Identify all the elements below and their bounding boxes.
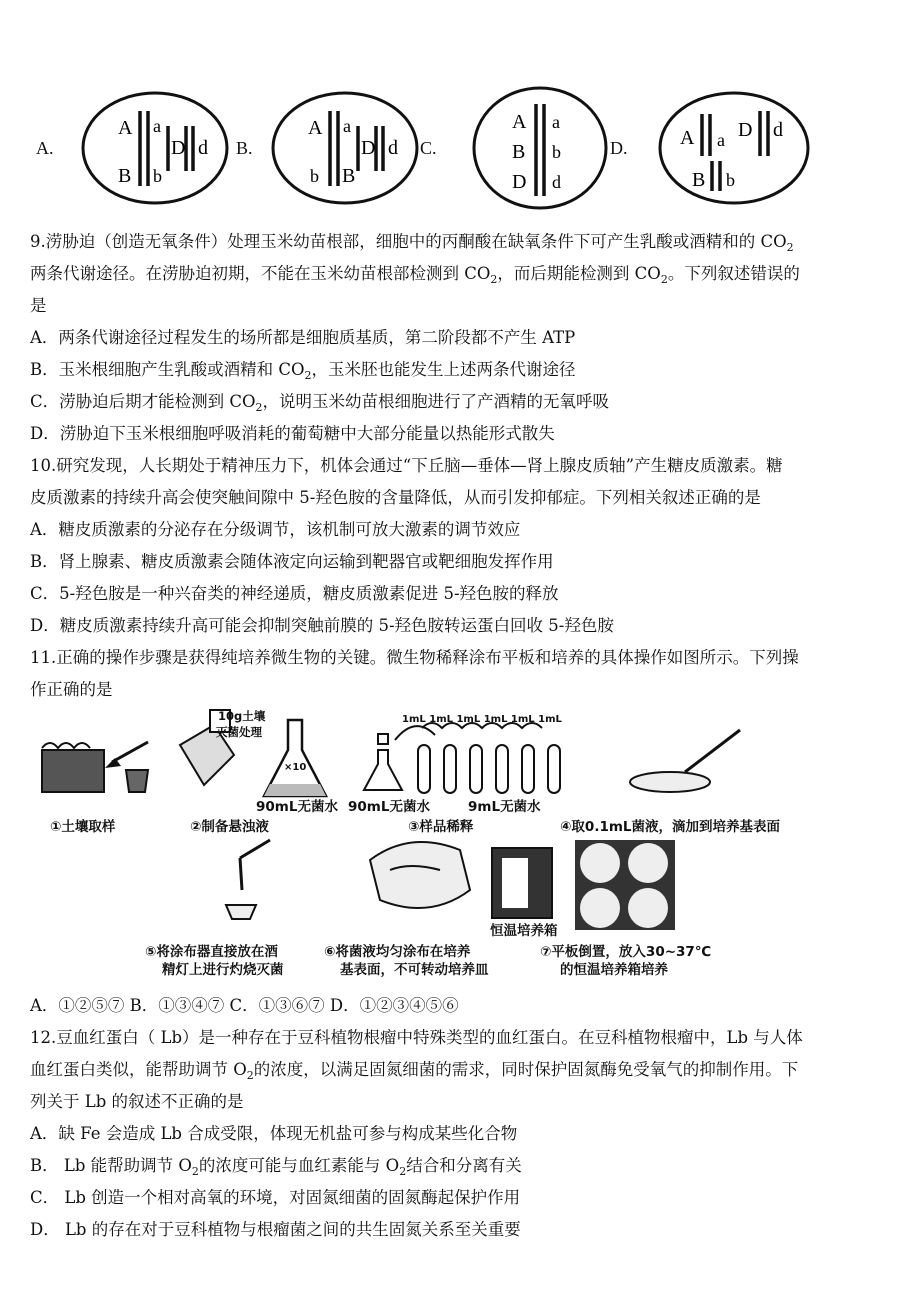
q9-option-b <box>30 360 576 382</box>
step-5-caption-2: 精灯上进行灼烧灭菌 <box>162 962 284 978</box>
microbe-culture-figure <box>30 700 850 990</box>
option-label: A. <box>36 138 54 158</box>
option-c-figure <box>420 86 620 216</box>
subscript: 2 <box>399 1165 407 1178</box>
q9-option-d: D．涝胁迫下玉米根细胞呼吸消耗的葡萄糖中大部分能量以热能形式散失 <box>30 424 555 443</box>
cell-circle-c <box>440 86 630 216</box>
q10-option-a: A．糖皮质激素的分泌存在分级调节，该机制可放大激素的调节效应 <box>30 520 521 539</box>
step-7-caption-1: ⑦平板倒置，放入30~37℃ <box>540 944 712 960</box>
gene-b: b <box>153 166 162 186</box>
chromosome-figure <box>30 86 880 216</box>
q9-text: 。下列叙述错误的 <box>667 264 800 283</box>
gene-d: d <box>388 137 398 159</box>
gene-D: D <box>361 137 376 159</box>
option-label: D. <box>610 138 628 158</box>
gene-B: B <box>342 165 356 187</box>
subscript: 2 <box>660 273 668 286</box>
q12-option-a: A．缺 Fe 会造成 Lb 合成受限，体现无机盐可参与构成某些化合物 <box>30 1124 518 1143</box>
sterilize-label: 灭菌处理 <box>216 725 262 739</box>
gene-d: d <box>773 119 783 141</box>
q9-text: 9.涝胁迫（创造无氧条件）处理玉米幼苗根部，细胞中的丙酮酸在缺氧条件下可产生乳酸或酒精和的 CO <box>30 232 787 251</box>
q12-option-b <box>30 1156 522 1178</box>
soil-bag-label: 10g土壤 <box>218 709 266 723</box>
gene-A: A <box>118 117 133 139</box>
q12-option-c: C． Lb 创造一个相对高氧的环境，对固氮细菌的固氮酶起保护作用 <box>30 1188 521 1207</box>
subscript: 2 <box>786 241 794 254</box>
step-6-caption-1: ⑥将菌液均匀涂布在培养 <box>324 944 471 960</box>
water-label-1: 90mL无菌水 <box>256 799 338 815</box>
q9-text: C．涝胁迫后期才能检测到 CO <box>30 392 256 411</box>
option-b-figure <box>230 86 430 216</box>
q9-option-a: A．两条代谢途径过程发生的场所都是细胞质基质，第二阶段都不产生 ATP <box>30 328 576 347</box>
q10-option-d: D．糖皮质激素持续升高可能会抑制突触前膜的 5-羟色胺转运蛋白回收 5-羟色胺 <box>30 616 614 635</box>
gene-A: A <box>680 127 695 149</box>
gene-a: a <box>343 116 351 136</box>
gene-d: d <box>198 137 208 159</box>
subscript: 2 <box>246 1069 254 1082</box>
gene-D: D <box>171 137 186 159</box>
q10-stem-line1: 10.研究发现，人长期处于精神压力下，机体会通过“下丘脑—垂体—肾上腺皮质轴”产生糖皮质激素。糖 <box>30 456 783 475</box>
incubator-label: 恒温培养箱 <box>490 923 558 939</box>
step-3-caption: ③样品稀释 <box>408 819 474 835</box>
step-2-caption: ②制备悬浊液 <box>190 819 269 835</box>
q11-options: A．①②⑤⑦ B．①③④⑦ C．①③⑥⑦ D．①②③④⑤⑥ <box>30 996 459 1015</box>
gene-d: d <box>552 172 561 192</box>
q12-stem-line3: 列关于 Lb 的叙述不正确的是 <box>30 1092 244 1111</box>
subscript: 2 <box>490 273 498 286</box>
gene-a: a <box>153 116 161 136</box>
step-1-caption: ①土壤取样 <box>50 819 116 835</box>
q12-text: 结合和分离有关 <box>406 1156 522 1175</box>
q9-stem-line1 <box>30 232 794 254</box>
q12-stem-line2 <box>30 1060 798 1082</box>
option-label: B. <box>236 138 253 158</box>
gene-b: b <box>726 170 735 190</box>
gene-B: B <box>692 169 706 191</box>
gene-B: B <box>118 165 132 187</box>
q9-option-c <box>30 392 609 414</box>
subscript: 2 <box>191 1165 199 1178</box>
cell-circle-a <box>60 86 250 216</box>
step-5-caption-1: ⑤将涂布器直接放在酒 <box>145 944 278 960</box>
q10-option-c: C．5-羟色胺是一种兴奋类的神经递质，糖皮质激素促进 5-羟色胺的释放 <box>30 584 559 603</box>
flask-label: ×10 <box>284 762 307 773</box>
gene-b: b <box>552 142 561 162</box>
gene-a: a <box>552 112 560 132</box>
water-label-2: 90mL无菌水 <box>348 799 430 815</box>
q12-stem-line1: 12.豆血红蛋白（ Lb）是一种存在于豆科植物根瘤中特殊类型的血红蛋白。在豆科植物根瘤中，Lb 与人体 <box>30 1028 803 1047</box>
step-6-caption-2: 基表面，不可转动培养皿 <box>340 962 489 978</box>
gene-a: a <box>717 130 725 150</box>
cell-circle-b <box>250 86 440 216</box>
q9-text: B．玉米根细胞产生乳酸或酒精和 CO <box>30 360 305 379</box>
q9-text: ，而后期能检测到 CO <box>497 264 661 283</box>
tube-volumes: 1mL 1mL 1mL 1mL 1mL 1mL <box>402 714 562 725</box>
water-label-3: 9mL无菌水 <box>468 799 541 815</box>
gene-b: b <box>310 166 319 186</box>
cell-circle-d <box>632 86 832 216</box>
step-7-caption-2: 的恒温培养箱培养 <box>560 962 668 978</box>
q9-text: ，说明玉米幼苗根细胞进行了产酒精的无氧呼吸 <box>262 392 610 411</box>
gene-A: A <box>512 111 527 133</box>
gene-D: D <box>512 171 527 193</box>
q9-text: 两条代谢途径。在涝胁迫初期，不能在玉米幼苗根部检测到 CO <box>30 264 491 283</box>
subscript: 2 <box>255 401 263 414</box>
gene-B: B <box>512 141 526 163</box>
gene-A: A <box>308 117 323 139</box>
q12-text: 的浓度可能与血红素能与 O <box>198 1156 400 1175</box>
option-label: C. <box>420 138 437 158</box>
q10-stem-line2: 皮质激素的持续升高会使突触间隙中 5-羟色胺的含量降低，从而引发抑郁症。下列相关叙述正确的是 <box>30 488 761 507</box>
q11-stem-line2: 作正确的是 <box>30 680 113 699</box>
q11-stem-line1: 11.正确的操作步骤是获得纯培养微生物的关键。微生物稀释涂布平板和培养的具体操作如图所示。下列操 <box>30 648 799 667</box>
step-4-caption: ④取0.1mL菌液，滴加到培养基表面 <box>560 819 781 835</box>
q10-option-b: B．肾上腺素、糖皮质激素会随体液定向运输到靶器官或靶细胞发挥作用 <box>30 552 554 571</box>
q12-text: 血红蛋白类似，能帮助调节 O <box>30 1060 247 1079</box>
option-d-figure <box>610 86 860 216</box>
q12-option-d: D． Lb 的存在对于豆科植物与根瘤菌之间的共生固氮关系至关重要 <box>30 1220 521 1239</box>
q9-text: ，玉米胚也能发生上述两条代谢途径 <box>311 360 576 379</box>
q9-stem-line2 <box>30 264 800 286</box>
q12-text: 的浓度，以满足固氮细菌的需求，同时保护固氮酶免受氧气的抑制作用。下 <box>253 1060 799 1079</box>
gene-D: D <box>738 119 753 141</box>
subscript: 2 <box>304 369 312 382</box>
q12-text: B． Lb 能帮助调节 O <box>30 1156 192 1175</box>
q9-stem-line3: 是 <box>30 296 47 315</box>
option-a-figure <box>30 86 230 216</box>
